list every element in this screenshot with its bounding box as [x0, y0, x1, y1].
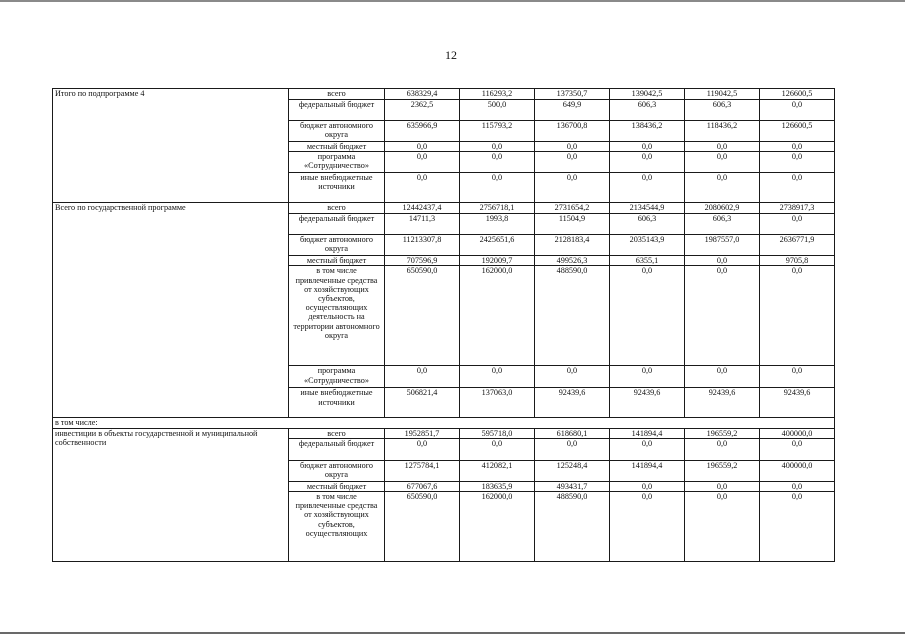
amount-cell: 506821,4: [385, 388, 460, 418]
amount-cell: 0,0: [685, 366, 760, 388]
amount-cell: 0,0: [685, 492, 760, 562]
amount-cell: 12442437,4: [385, 203, 460, 214]
amount-cell: 493431,7: [535, 481, 610, 491]
amount-cell: 115793,2: [460, 121, 535, 142]
amount-cell: 618680,1: [535, 428, 610, 438]
amount-cell: 0,0: [685, 266, 760, 366]
amount-cell: 400000,0: [760, 460, 835, 481]
amount-cell: 6355,1: [610, 256, 685, 266]
amount-cell: 0,0: [760, 173, 835, 203]
amount-cell: 0,0: [610, 492, 685, 562]
funding-source: федеральный бюджет: [289, 100, 385, 121]
amount-cell: 9705,8: [760, 256, 835, 266]
amount-cell: 606,3: [610, 100, 685, 121]
amount-cell: 0,0: [535, 152, 610, 173]
amount-cell: 412082,1: [460, 460, 535, 481]
amount-cell: 139042,5: [610, 89, 685, 100]
amount-cell: 0,0: [460, 173, 535, 203]
amount-cell: 2035143,9: [610, 235, 685, 256]
amount-cell: 0,0: [760, 266, 835, 366]
amount-cell: 11213307,8: [385, 235, 460, 256]
amount-cell: 0,0: [610, 438, 685, 460]
amount-cell: 162000,0: [460, 266, 535, 366]
funding-source: программа «Сотрудничество»: [289, 152, 385, 173]
amount-cell: 0,0: [610, 152, 685, 173]
amount-cell: 162000,0: [460, 492, 535, 562]
amount-cell: 126600,5: [760, 121, 835, 142]
amount-cell: 0,0: [385, 366, 460, 388]
amount-cell: 606,3: [685, 214, 760, 235]
scan-bottom-edge: [0, 632, 905, 634]
amount-cell: 635966,9: [385, 121, 460, 142]
amount-cell: 0,0: [685, 142, 760, 152]
amount-cell: 0,0: [760, 152, 835, 173]
amount-cell: 606,3: [610, 214, 685, 235]
row-group-title: инвестиции в объекты государственной и муниципальной собственности: [53, 428, 289, 561]
amount-cell: 649,9: [535, 100, 610, 121]
table-row: [53, 428, 835, 438]
amount-cell: 183635,9: [460, 481, 535, 491]
table-row: [53, 203, 835, 214]
amount-cell: 0,0: [685, 438, 760, 460]
amount-cell: 0,0: [385, 142, 460, 152]
amount-cell: 14711,3: [385, 214, 460, 235]
funding-source: бюджет автономного округа: [289, 235, 385, 256]
funding-source: иные внебюджетные источники: [289, 173, 385, 203]
funding-source: программа «Сотрудничество»: [289, 366, 385, 388]
amount-cell: 0,0: [760, 214, 835, 235]
scan-top-edge: [0, 0, 905, 2]
subtotal-label: в том числе:: [53, 418, 835, 428]
funding-source: местный бюджет: [289, 256, 385, 266]
amount-cell: 488590,0: [535, 266, 610, 366]
amount-cell: 595718,0: [460, 428, 535, 438]
funding-source: всего: [289, 89, 385, 100]
amount-cell: 0,0: [610, 481, 685, 491]
amount-cell: 0,0: [760, 481, 835, 491]
amount-cell: 2080602,9: [685, 203, 760, 214]
amount-cell: 137350,7: [535, 89, 610, 100]
amount-cell: 1987557,0: [685, 235, 760, 256]
amount-cell: 196559,2: [685, 428, 760, 438]
funding-source: местный бюджет: [289, 142, 385, 152]
amount-cell: 0,0: [535, 438, 610, 460]
amount-cell: 0,0: [610, 173, 685, 203]
amount-cell: 0,0: [760, 366, 835, 388]
amount-cell: 0,0: [685, 481, 760, 491]
amount-cell: 0,0: [460, 438, 535, 460]
amount-cell: 488590,0: [535, 492, 610, 562]
amount-cell: 0,0: [535, 142, 610, 152]
funding-source: бюджет автономного округа: [289, 460, 385, 481]
amount-cell: 92439,6: [610, 388, 685, 418]
amount-cell: 606,3: [685, 100, 760, 121]
amount-cell: 138436,2: [610, 121, 685, 142]
funding-source: в том числе привлеченные средства от хозяйствующих субъектов, осуществляющих: [289, 492, 385, 562]
amount-cell: 400000,0: [760, 428, 835, 438]
budget-table: [52, 88, 835, 562]
amount-cell: 0,0: [760, 100, 835, 121]
amount-cell: 2731654,2: [535, 203, 610, 214]
amount-cell: 136700,8: [535, 121, 610, 142]
amount-cell: 141894,4: [610, 428, 685, 438]
amount-cell: 2128183,4: [535, 235, 610, 256]
amount-cell: 0,0: [685, 256, 760, 266]
amount-cell: 0,0: [460, 366, 535, 388]
amount-cell: 0,0: [760, 438, 835, 460]
amount-cell: 0,0: [760, 492, 835, 562]
table-row: [53, 89, 835, 100]
amount-cell: 0,0: [685, 152, 760, 173]
funding-source: иные внебюджетные источники: [289, 388, 385, 418]
amount-cell: 11504,9: [535, 214, 610, 235]
amount-cell: 2756718,1: [460, 203, 535, 214]
amount-cell: 0,0: [460, 142, 535, 152]
amount-cell: 0,0: [460, 152, 535, 173]
amount-cell: 677067,6: [385, 481, 460, 491]
amount-cell: 1952851,7: [385, 428, 460, 438]
amount-cell: 0,0: [610, 266, 685, 366]
amount-cell: 92439,6: [685, 388, 760, 418]
amount-cell: 116293,2: [460, 89, 535, 100]
amount-cell: 137063,0: [460, 388, 535, 418]
amount-cell: 0,0: [685, 173, 760, 203]
funding-source: всего: [289, 428, 385, 438]
amount-cell: 119042,5: [685, 89, 760, 100]
amount-cell: 500,0: [460, 100, 535, 121]
amount-cell: 0,0: [535, 366, 610, 388]
budget-table-body: [53, 89, 835, 562]
amount-cell: 0,0: [385, 438, 460, 460]
amount-cell: 1275784,1: [385, 460, 460, 481]
amount-cell: 2362,5: [385, 100, 460, 121]
row-group-title: Всего по государственной программе: [53, 203, 289, 418]
amount-cell: 118436,2: [685, 121, 760, 142]
amount-cell: 196559,2: [685, 460, 760, 481]
funding-source: бюджет автономного округа: [289, 121, 385, 142]
amount-cell: 0,0: [385, 173, 460, 203]
amount-cell: 192009,7: [460, 256, 535, 266]
amount-cell: 0,0: [610, 142, 685, 152]
amount-cell: 638329,4: [385, 89, 460, 100]
amount-cell: 0,0: [385, 152, 460, 173]
amount-cell: 92439,6: [535, 388, 610, 418]
amount-cell: 126600,5: [760, 89, 835, 100]
amount-cell: 92439,6: [760, 388, 835, 418]
amount-cell: 2425651,6: [460, 235, 535, 256]
amount-cell: 2636771,9: [760, 235, 835, 256]
amount-cell: 2134544,9: [610, 203, 685, 214]
amount-cell: 2738917,3: [760, 203, 835, 214]
page-number: 12: [445, 48, 457, 62]
amount-cell: 650590,0: [385, 266, 460, 366]
amount-cell: 0,0: [610, 366, 685, 388]
amount-cell: 0,0: [535, 173, 610, 203]
amount-cell: 141894,4: [610, 460, 685, 481]
row-group-title: Итого по подпрограмме 4: [53, 89, 289, 203]
funding-source: федеральный бюджет: [289, 214, 385, 235]
amount-cell: 0,0: [760, 142, 835, 152]
amount-cell: 1993,8: [460, 214, 535, 235]
amount-cell: 125248,4: [535, 460, 610, 481]
amount-cell: 499526,3: [535, 256, 610, 266]
amount-cell: 650590,0: [385, 492, 460, 562]
funding-source: в том числе привлеченные средства от хозяйствующих субъектов, осуществляющих деятельность на территории автономного округа: [289, 266, 385, 366]
table-row: [53, 418, 835, 428]
funding-source: местный бюджет: [289, 481, 385, 491]
funding-source: федеральный бюджет: [289, 438, 385, 460]
amount-cell: 707596,9: [385, 256, 460, 266]
funding-source: всего: [289, 203, 385, 214]
